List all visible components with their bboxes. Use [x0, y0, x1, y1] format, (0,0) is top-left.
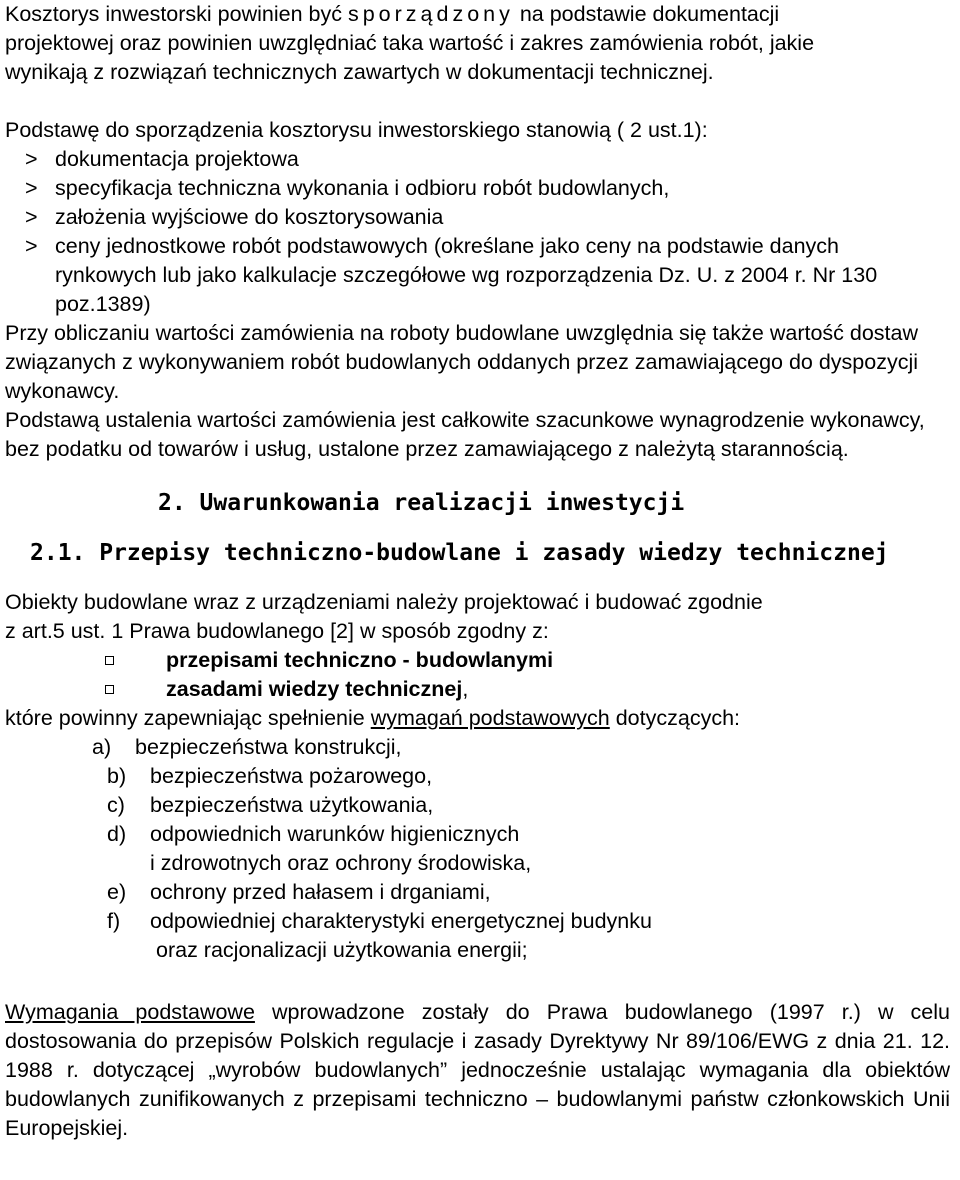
list-item-continuation: oraz racjonalizacji użytkowania energii; [156, 938, 528, 962]
objects-line-1: Obiekty budowlane wraz z urządzeniami należy projektować i budować zgodnie [5, 590, 763, 614]
intro-spaced-word: sporządzony [347, 2, 514, 26]
list-item-text: dokumentacja projektowa [55, 147, 299, 171]
list-item [25, 174, 950, 203]
list-item-continuation: i zdrowotnych oraz ochrony środowiska, [150, 851, 532, 875]
intro-line-2: projektowej oraz powinien uwzględniać taka wartość i zakres zamówienia robót, jakie [5, 31, 815, 55]
list-letter: c) [107, 793, 125, 817]
list-item-text: bezpieczeństwa użytkowania, [150, 793, 434, 817]
list-item-text: ochrony przed hałasem i drganiami, [150, 880, 491, 904]
list-item-text: odpowiednich warunków higienicznych [150, 822, 520, 846]
req-text: które powinny zapewniając spełnienie [5, 706, 371, 730]
basis-heading: Podstawę do sporządzenia kosztorysu inwestorskiego stanowią ( 2 ust.1): [5, 118, 708, 142]
document-page [5, 0, 950, 1143]
list-item-text: bezpieczeństwa pożarowego, [150, 764, 433, 788]
list-item [92, 907, 950, 936]
final-paragraph-text: wprowadzone zostały do Prawa budowlanego (1997 r.) w celu dostosowania do przepisów Polskich regulacje i zasady Dyrektywy Nr 89/106/EWG z dnia 21. 12. 1988 r. dotyczącej „wyrobów budowlanych” jednocześnie ustalając wymagania dla obiektów budowlanych zunifikowanych z przepisami techniczno – budowlanymi państw członkowskich Unii Europejskiej. [5, 1000, 950, 1140]
list-item [25, 232, 950, 319]
list-item [92, 733, 950, 762]
list-letter: a) [92, 735, 112, 759]
list-letter: f) [107, 909, 121, 933]
bullet-marker: > [25, 147, 38, 171]
bullet-marker: > [25, 234, 38, 258]
section-2-title: 2. Uwarunkowania realizacji inwestycji [158, 490, 685, 516]
req-text-end: dotyczących: [609, 706, 740, 730]
bullet-marker: > [25, 205, 38, 229]
intro-text: Kosztorys inwestorski powinien być [5, 2, 348, 26]
paragraph-value: Przy obliczaniu wartości zamówienia na roboty budowlane uwzględnia się także wartość dostaw związanych z wykonywaniem robót budowlanych oddanych przez zamawiającego do dyspozycji wykonawcy. [5, 321, 919, 403]
list-letter: b) [107, 764, 127, 788]
list-item [92, 791, 950, 820]
list-item [92, 878, 950, 907]
list-item-text: bezpieczeństwa konstrukcji, [135, 735, 402, 759]
basis-list [25, 145, 950, 319]
objects-line-2: z art.5 ust. 1 Prawa budowlanego [2] w sposób zgodny z: [5, 619, 549, 643]
basic-requirements-term: wymagań podstawowych [370, 706, 610, 730]
requirements-intro [5, 704, 950, 733]
bullet-marker: > [25, 176, 38, 200]
list-letter: e) [107, 880, 127, 904]
list-item-text: założenia wyjściowe do kosztorysowania [55, 205, 444, 229]
list-item [25, 203, 950, 232]
requirements-list [92, 733, 950, 965]
checkbox-square-icon [105, 685, 114, 694]
paragraph-basis: Podstawą ustalenia wartości zamówienia jest całkowite szacunkowe wynagrodzenie wykonawcy, bez podatku od towarów i usług, ustalone przez zamawiającego z należytą starannością. [5, 408, 925, 461]
spacer [5, 568, 950, 588]
checkbox-square-icon [105, 656, 114, 665]
check-item [105, 646, 950, 675]
final-paragraph [5, 998, 950, 1143]
intro-text-end: na podstawie dokumentacji [513, 2, 780, 26]
basic-requirements-link: Wymagania podstawowe [5, 1000, 255, 1024]
check-item [105, 675, 950, 704]
intro-line-1 [5, 0, 950, 29]
section-2-1-title: 2.1. Przepisy techniczno-budowlane i zasady wiedzy technicznej [30, 540, 889, 566]
list-item [92, 820, 950, 849]
list-item-text: odpowiedniej charakterystyki energetycznej budynku [150, 909, 652, 933]
spacer [5, 87, 950, 116]
list-item [25, 145, 950, 174]
check-item-suffix: , [462, 677, 469, 701]
list-letter: d) [107, 822, 127, 846]
list-item-text: specyfikacja techniczna wykonania i odbioru robót budowlanych, [55, 176, 670, 200]
list-item-text: ceny jednostkowe robót podstawowych (określane jako ceny na podstawie danych rynkowych lub jako kalkulacje szczegółowe wg rozporządzenia Dz. U. z 2004 r. Nr 130 poz.1389) [55, 234, 878, 316]
list-item [92, 762, 950, 791]
check-item-text: zasadami wiedzy technicznej [166, 677, 463, 701]
check-item-text: przepisami techniczno - budowlanymi [166, 648, 554, 672]
intro-line-3: wynikają z rozwiązań technicznych zawartych w dokumentacji technicznej. [5, 60, 714, 84]
